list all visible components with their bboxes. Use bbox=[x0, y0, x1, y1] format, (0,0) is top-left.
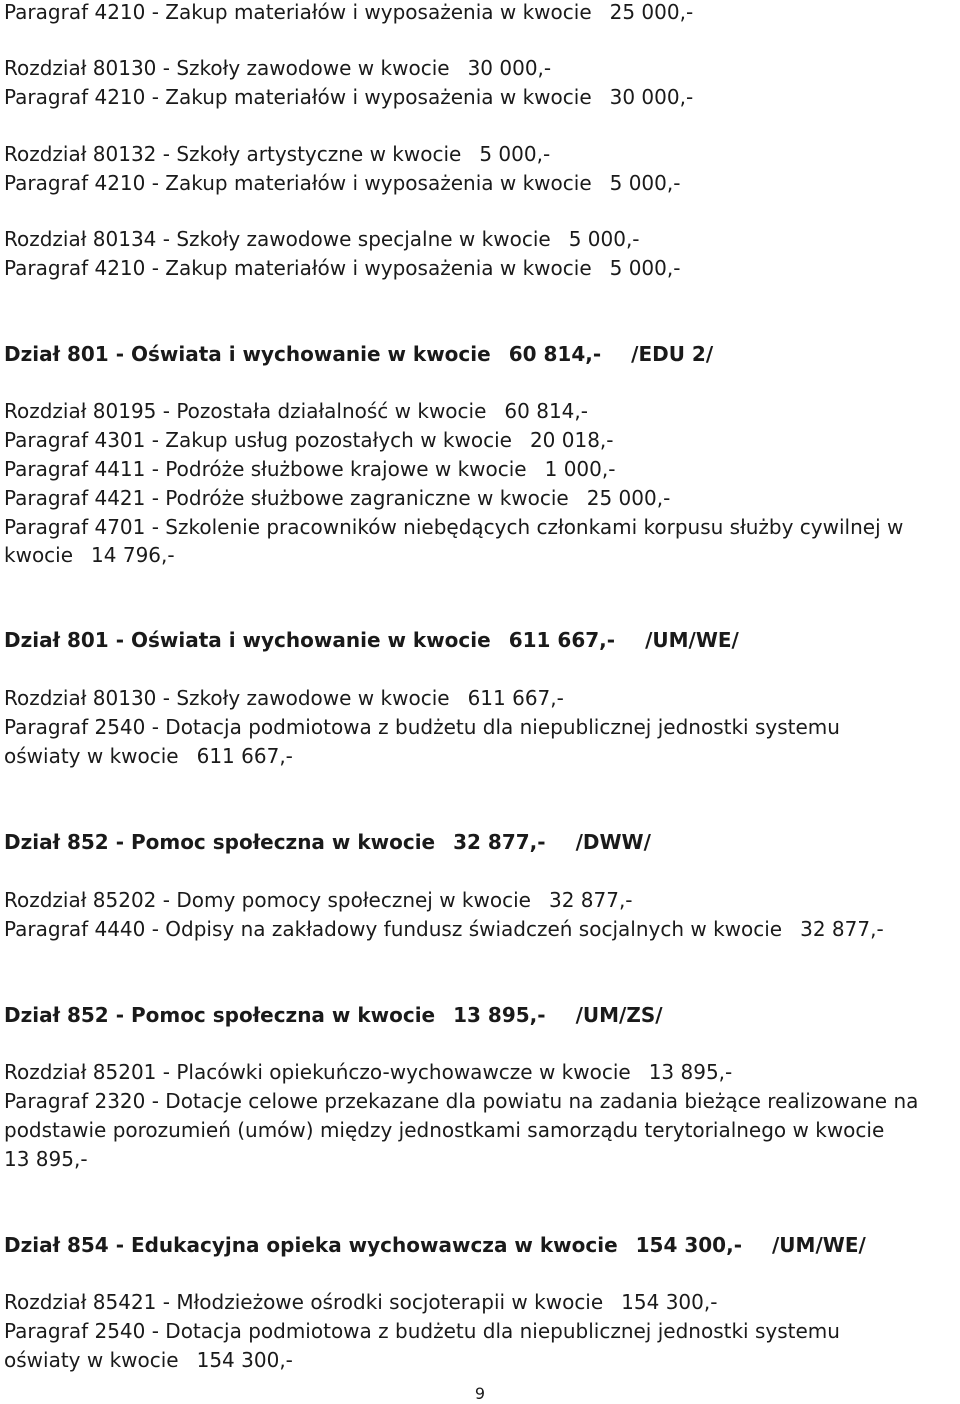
line-amount: 611 667,- bbox=[467, 686, 564, 710]
line-amount: 5 000,- bbox=[609, 171, 681, 195]
budget-line bbox=[4, 397, 588, 426]
budget-line bbox=[4, 1145, 88, 1174]
line-amount: 60 814,- bbox=[508, 342, 602, 366]
line-amount: 25 000,- bbox=[586, 486, 671, 510]
line-text: Rozdział 80130 - Szkoły zawodowe w kwocie bbox=[4, 56, 450, 80]
line-amount: 14 796,- bbox=[91, 543, 175, 567]
line-text: oświaty w kwocie bbox=[4, 744, 179, 768]
line-text: Rozdział 80132 - Szkoły artystyczne w kwocie bbox=[4, 142, 462, 166]
line-amount: 25 000,- bbox=[609, 0, 694, 24]
budget-line bbox=[4, 1346, 293, 1375]
budget-line bbox=[4, 426, 614, 455]
line-amount: 13 895,- bbox=[453, 1003, 546, 1027]
line-amount: 154 300,- bbox=[196, 1348, 293, 1372]
line-text: Dział 801 - Oświata i wychowanie w kwocie bbox=[4, 342, 491, 366]
line-text: Paragraf 4210 - Zakup materiałów i wyposażenia w kwocie bbox=[4, 85, 592, 109]
budget-line bbox=[4, 1288, 717, 1317]
section-heading bbox=[4, 1001, 663, 1030]
line-text: Rozdział 85421 - Młodzieżowe ośrodki socjoterapii w kwocie bbox=[4, 1290, 604, 1314]
line-amount: 32 877,- bbox=[800, 917, 884, 941]
line-text: Paragraf 4301 - Zakup usług pozostałych w kwocie bbox=[4, 428, 512, 452]
line-amount: 30 000,- bbox=[609, 85, 694, 109]
line-text: Paragraf 2320 - Dotacje celowe przekazane dla powiatu na zadania bieżące realizowane na bbox=[4, 1089, 919, 1113]
line-text: Dział 852 - Pomoc społeczna w kwocie bbox=[4, 830, 436, 854]
line-text: Paragraf 4210 - Zakup materiałów i wyposażenia w kwocie bbox=[4, 256, 592, 280]
budget-line bbox=[4, 713, 840, 742]
line-text: Paragraf 4440 - Odpisy na zakładowy fundusz świadczeń socjalnych w kwocie bbox=[4, 917, 783, 941]
line-text: Dział 852 - Pomoc społeczna w kwocie bbox=[4, 1003, 436, 1027]
line-text: oświaty w kwocie bbox=[4, 1348, 179, 1372]
line-amount: 32 877,- bbox=[453, 830, 546, 854]
section-heading bbox=[4, 828, 651, 857]
line-text: podstawie porozumień (umów) między jednostkami samorządu terytorialnego w kwocie bbox=[4, 1118, 885, 1142]
budget-line bbox=[4, 83, 693, 112]
budget-line bbox=[4, 455, 615, 484]
unit-code: /UM/WE/ bbox=[772, 1233, 866, 1257]
line-amount: 1 000,- bbox=[544, 457, 616, 481]
section-heading bbox=[4, 626, 739, 655]
line-amount: 154 300,- bbox=[621, 1290, 718, 1314]
line-text: Paragraf 4701 - Szkolenie pracowników niebędących członkami korpusu służby cywilnej w bbox=[4, 515, 904, 539]
budget-line bbox=[4, 1317, 840, 1346]
budget-line bbox=[4, 684, 564, 713]
line-text: Paragraf 4411 - Podróże służbowe krajowe w kwocie bbox=[4, 457, 527, 481]
budget-line bbox=[4, 484, 670, 513]
budget-line bbox=[4, 169, 680, 198]
line-amount: 5 000,- bbox=[568, 227, 640, 251]
line-amount: 5 000,- bbox=[479, 142, 551, 166]
line-amount: 20 018,- bbox=[529, 428, 614, 452]
section-heading bbox=[4, 1231, 866, 1260]
unit-code: /EDU 2/ bbox=[631, 342, 714, 366]
page-number: 9 bbox=[474, 1384, 486, 1403]
line-text: Rozdział 85202 - Domy pomocy społecznej w kwocie bbox=[4, 888, 531, 912]
budget-line bbox=[4, 742, 293, 771]
budget-line bbox=[4, 1116, 884, 1145]
line-text: Paragraf 4210 - Zakup materiałów i wyposażenia w kwocie bbox=[4, 0, 592, 24]
line-text: Rozdział 80134 - Szkoły zawodowe specjalne w kwocie bbox=[4, 227, 551, 251]
budget-line bbox=[4, 140, 550, 169]
budget-line bbox=[4, 1058, 732, 1087]
budget-line bbox=[4, 254, 680, 283]
line-text: Rozdział 80130 - Szkoły zawodowe w kwocie bbox=[4, 686, 450, 710]
line-text: Rozdział 80195 - Pozostała działalność w kwocie bbox=[4, 399, 487, 423]
budget-line bbox=[4, 513, 903, 542]
line-amount: 5 000,- bbox=[609, 256, 681, 280]
line-text: kwocie bbox=[4, 543, 74, 567]
line-amount: 154 300,- bbox=[635, 1233, 742, 1257]
budget-line bbox=[4, 886, 633, 915]
line-text: Dział 801 - Oświata i wychowanie w kwocie bbox=[4, 628, 491, 652]
budget-line bbox=[4, 1087, 918, 1116]
line-text: Dział 854 - Edukacyjna opieka wychowawcza w kwocie bbox=[4, 1233, 618, 1257]
line-text: Rozdział 85201 - Placówki opiekuńczo-wychowawcze w kwocie bbox=[4, 1060, 631, 1084]
line-text: 13 895,- bbox=[4, 1147, 88, 1171]
unit-code: /UM/ZS/ bbox=[575, 1003, 663, 1027]
budget-line bbox=[4, 54, 551, 83]
unit-code: /DWW/ bbox=[575, 830, 651, 854]
line-text: Paragraf 4421 - Podróże służbowe zagraniczne w kwocie bbox=[4, 486, 569, 510]
line-amount: 611 667,- bbox=[508, 628, 616, 652]
budget-line bbox=[4, 915, 884, 944]
line-amount: 60 814,- bbox=[504, 399, 588, 423]
line-amount: 13 895,- bbox=[648, 1060, 733, 1084]
line-amount: 611 667,- bbox=[196, 744, 293, 768]
budget-line bbox=[4, 225, 640, 254]
line-text: Paragraf 4210 - Zakup materiałów i wyposażenia w kwocie bbox=[4, 171, 592, 195]
budget-line bbox=[4, 541, 175, 570]
line-amount: 32 877,- bbox=[548, 888, 633, 912]
unit-code: /UM/WE/ bbox=[645, 628, 739, 652]
line-text: Paragraf 2540 - Dotacja podmiotowa z budżetu dla niepublicznej jednostki systemu bbox=[4, 1319, 840, 1343]
line-text: Paragraf 2540 - Dotacja podmiotowa z budżetu dla niepublicznej jednostki systemu bbox=[4, 715, 840, 739]
budget-line bbox=[4, 0, 693, 27]
line-amount: 30 000,- bbox=[467, 56, 552, 80]
section-heading bbox=[4, 340, 713, 369]
